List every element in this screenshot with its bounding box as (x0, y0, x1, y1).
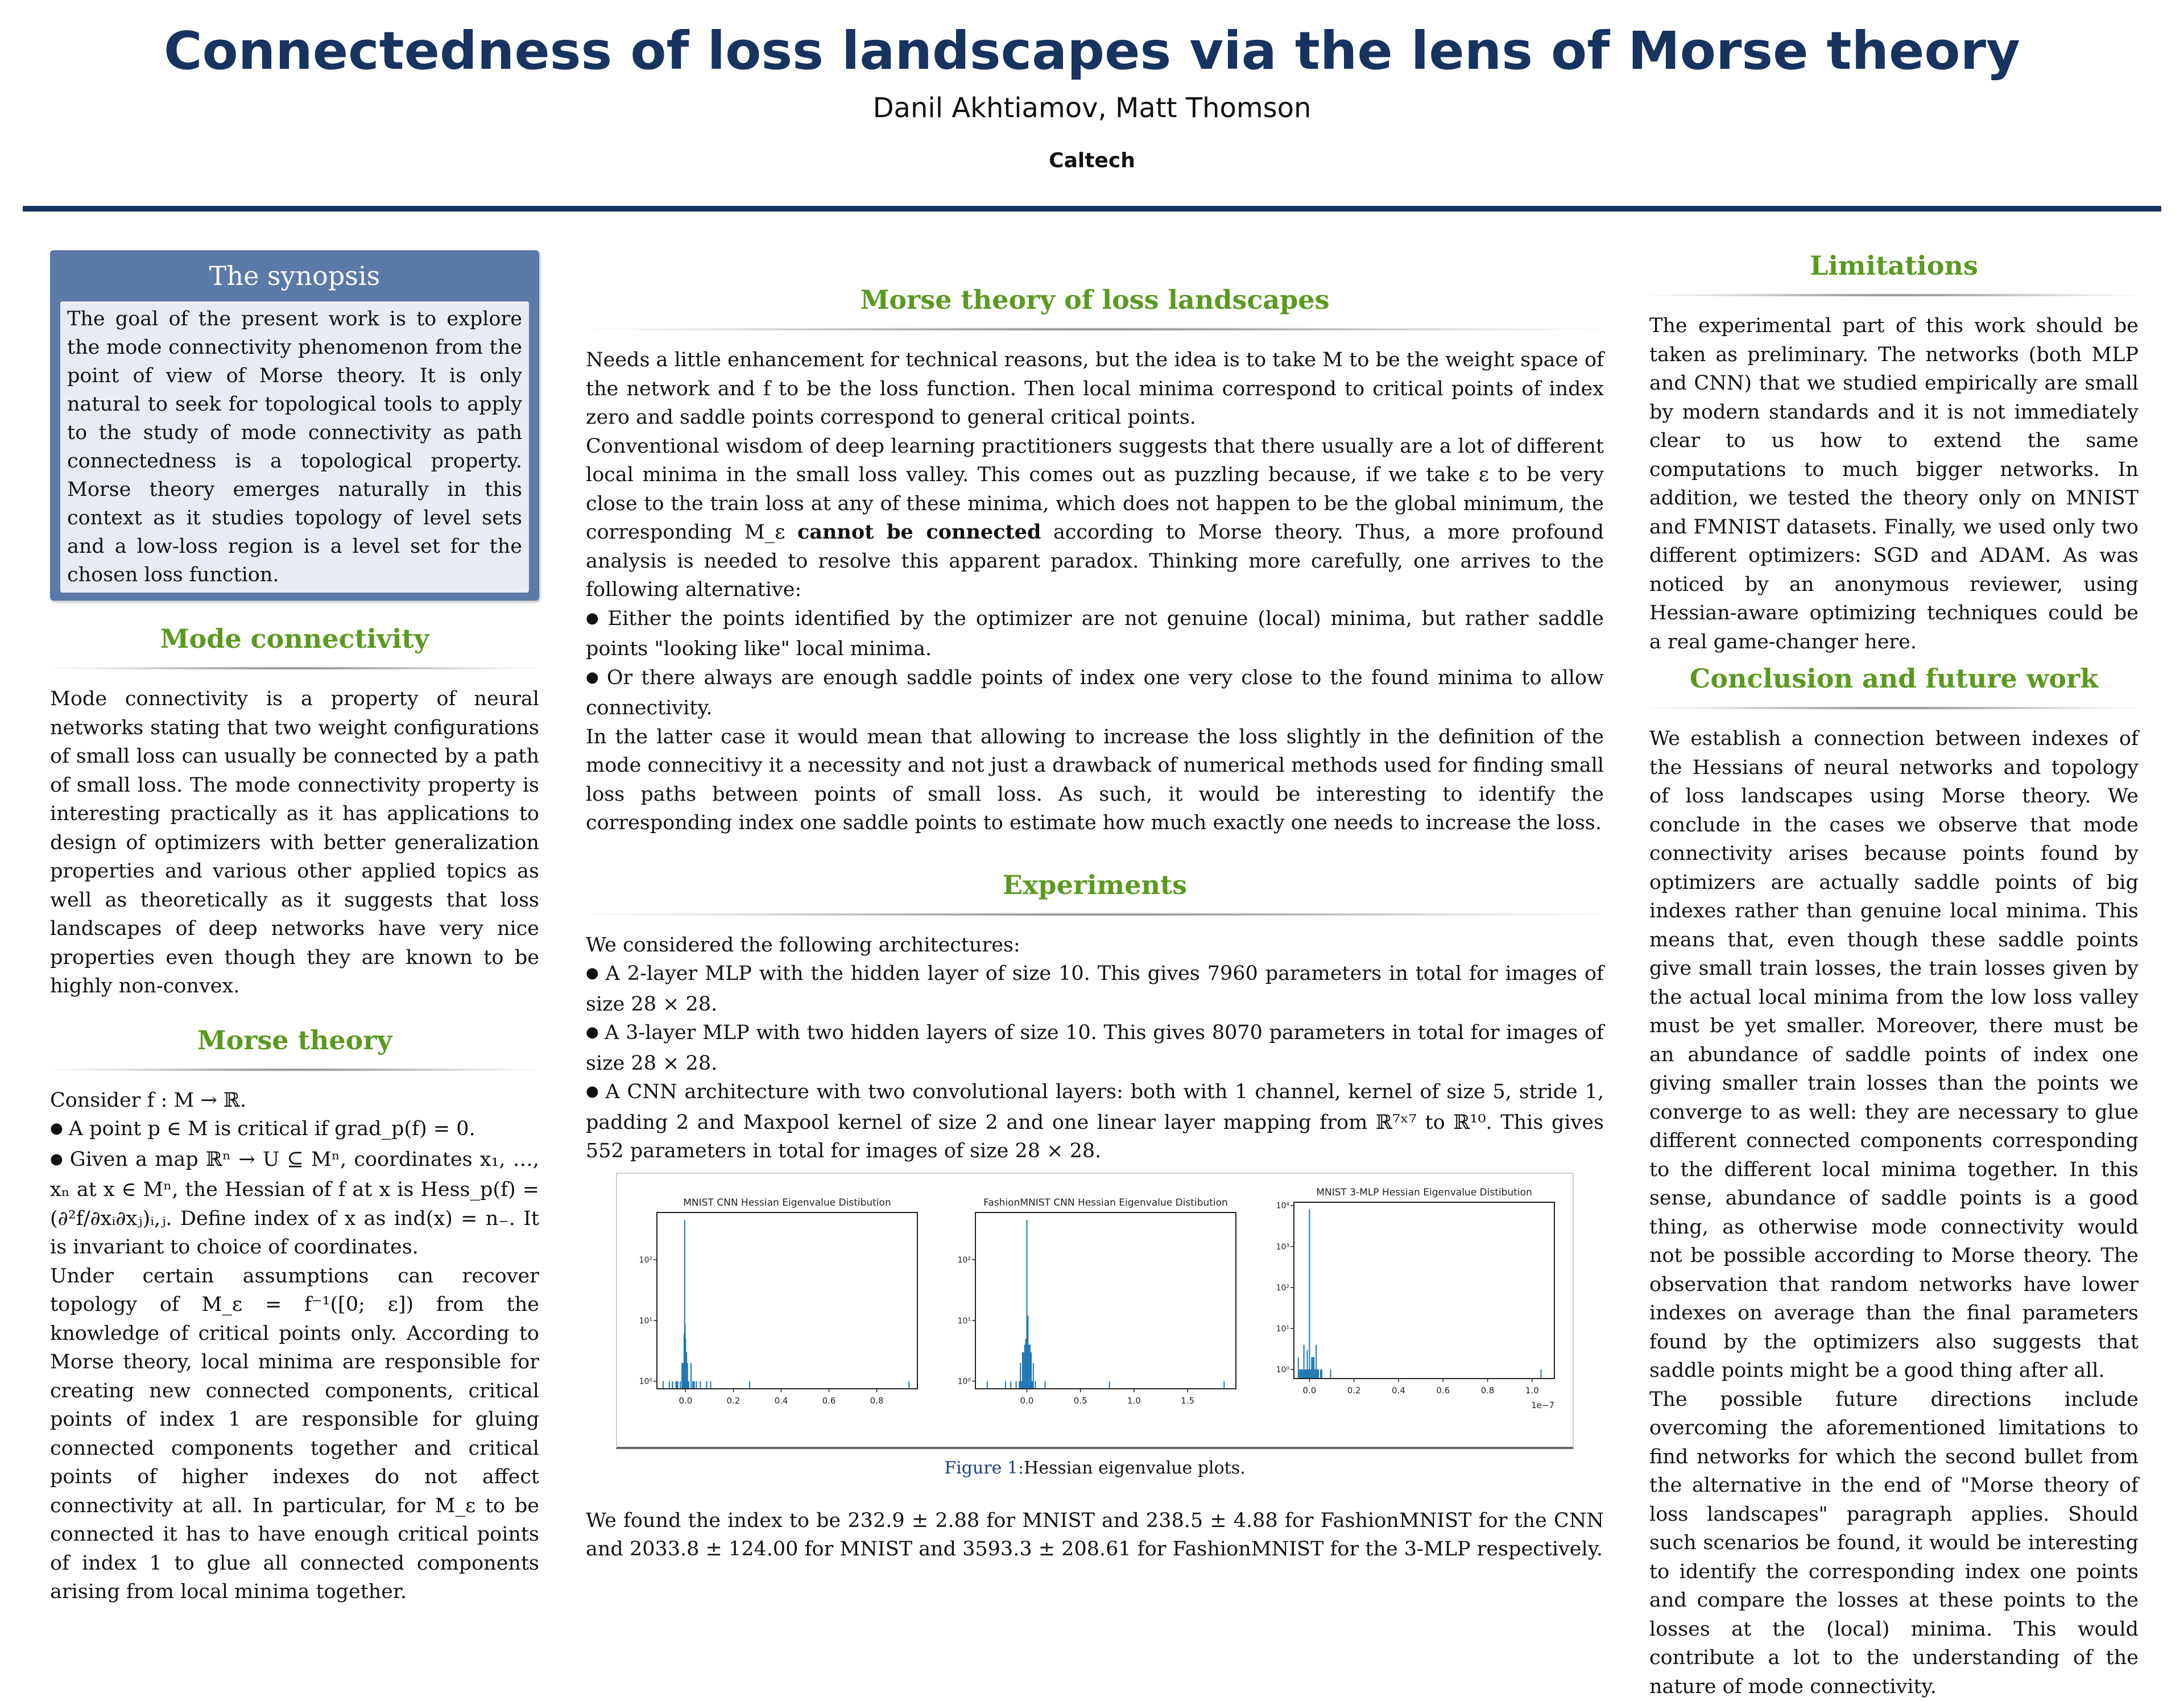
histogram-bar (1021, 1381, 1022, 1388)
histogram-bar (1029, 1344, 1031, 1389)
x-tick-label: 0.4 (1392, 1385, 1405, 1396)
histogram-bar (1309, 1209, 1310, 1378)
section-divider (1649, 293, 2138, 297)
alternative-bullet: ● Either the points identified by the optimizer are not genuine (local) minima, but rather saddle points "looking like" local minima. (586, 605, 1604, 664)
histogram-bar (1032, 1381, 1033, 1388)
histogram-bar (1304, 1344, 1305, 1378)
section-divider (586, 328, 1604, 331)
histogram-bar (1306, 1350, 1308, 1378)
histogram-bar (1005, 1381, 1006, 1388)
histogram-bar (1314, 1369, 1316, 1379)
histogram-bar (1313, 1357, 1314, 1379)
architecture-bullet: ● A 2-layer MLP with the hidden layer of size 10. This gives 7960 parameters in total for images of size 28 × 28. (586, 959, 1604, 1019)
y-tick-label: 10² (1276, 1283, 1289, 1292)
architecture-bullet: ● A 3-layer MLP with two hidden layers of size 10. This gives 8070 parameters in total for images of size 28 × 28. (586, 1019, 1604, 1078)
plot-frame (975, 1212, 1236, 1389)
histogram-bar (908, 1381, 909, 1388)
poster-header (0, 0, 2184, 216)
figure-label: Figure 1: (944, 1458, 1024, 1478)
mode-connectivity-title: Mode connectivity (50, 623, 539, 654)
affiliation: Caltech (0, 149, 2184, 172)
histogram-bar (1541, 1369, 1542, 1379)
histogram-bar (1311, 1357, 1312, 1379)
chart-title: MNIST CNN Hessian Eigenvalue Distibution (683, 1197, 891, 1209)
histogram-bar (1301, 1369, 1302, 1379)
y-tick-label: 10⁴ (1276, 1201, 1290, 1210)
histogram-bar (688, 1381, 689, 1388)
histogram-bar (696, 1381, 697, 1388)
histogram-bar (677, 1381, 679, 1388)
y-tick-label: 10³ (1276, 1242, 1289, 1251)
hessian-figure (616, 1173, 1574, 1449)
section-divider (586, 913, 1604, 916)
experiments-results: We found the index to be 232.9 ± 2.88 for MNIST and 238.5 ± 4.88 for FashionMNIST for the CNN and 2033.8 ± 124.00 for MNIST and 3593.3 ± 208.61 for FashionMNIST for the 3-MLP respectively. (586, 1507, 1604, 1564)
x-tick-label: 0.6 (822, 1396, 836, 1406)
histogram-bar (1020, 1363, 1021, 1388)
morse-loss-p1: Needs a little enhancement for technical reasons, but the idea is to take M to be the weight space of the network and f to be the loss function. Then local minima correspond to critical points of index zero and saddle points correspond to general critical points. (586, 346, 1604, 432)
histogram-bar (700, 1381, 701, 1388)
histogram-bar (1330, 1369, 1331, 1379)
experiments-title: Experiments (586, 870, 1604, 900)
histogram-bar (749, 1381, 750, 1388)
histogram-bar (1010, 1381, 1011, 1388)
histogram-bar (1028, 1344, 1029, 1389)
morse-loss-emphasis: cannot be connected (797, 520, 1041, 544)
x-offset-label: 1e−7 (1531, 1400, 1554, 1410)
x-tick-label: 0.4 (775, 1396, 788, 1406)
y-tick-label: 10¹ (1276, 1324, 1289, 1333)
histogram-bar (1031, 1352, 1032, 1388)
x-tick-label: 0.5 (1074, 1396, 1087, 1406)
histogram-bar (1321, 1369, 1322, 1379)
histogram-bar (1318, 1369, 1319, 1379)
alternative-bullet: ● Or there always are enough saddle points of index one very close to the found minima to allow connectivity. (586, 664, 1604, 723)
y-tick-label: 10² (639, 1256, 652, 1265)
morse-loss-title: Morse theory of loss landscapes (586, 284, 1604, 315)
histogram-bar (1305, 1369, 1306, 1379)
left-column (50, 250, 539, 1607)
conclusion-title: Conclusion and future work (1649, 663, 2138, 694)
mnist-mlp-histogram (1265, 1174, 1561, 1424)
histogram-bar (987, 1381, 988, 1388)
x-tick-label: 0.8 (870, 1396, 884, 1406)
histogram-bar (1320, 1369, 1321, 1379)
x-tick-label: 1.0 (1525, 1385, 1539, 1396)
figure-caption (586, 1458, 1604, 1478)
histogram-bar (1306, 1369, 1307, 1379)
histogram-bar (680, 1381, 681, 1388)
x-tick-label: 0.0 (1302, 1385, 1316, 1396)
histogram-bar (669, 1381, 670, 1388)
fmnist-cnn-histogram (947, 1184, 1243, 1434)
synopsis-box (50, 250, 539, 601)
histogram-bar (672, 1381, 673, 1388)
histogram-bar (1300, 1369, 1301, 1379)
chart-svg (628, 1184, 924, 1434)
histogram-bar (1299, 1369, 1300, 1379)
chart-title: FashionMNIST CNN Hessian Eigenvalue Distibution (983, 1197, 1228, 1209)
morse-theory-title: Morse theory (50, 1025, 539, 1056)
x-tick-label: 0.2 (727, 1396, 741, 1406)
morse-theory-body: Under certain assumptions can recover topology of M_ε = f⁻¹([0; ε]) from the knowledge of critical points only. According to Morse theory, local minima are responsible for creating new connected components, critical points of index 1 are responsible for gluing connected components together and critical points of higher indexes do not affect connectivity at all. In particular, for M_ε to be connected it has to have enough critical points of index 1 to glue all connected components arising from local minima together. (50, 1262, 539, 1607)
histogram-bar (1302, 1369, 1304, 1379)
x-tick-label: 1.0 (1127, 1396, 1141, 1406)
morse-theory-intro: Consider f : M → ℝ. (50, 1086, 539, 1115)
limitations-title: Limitations (1649, 250, 2138, 281)
y-tick-label: 10⁰ (1276, 1365, 1290, 1375)
synopsis-title: The synopsis (60, 260, 529, 291)
y-tick-label: 10⁰ (639, 1377, 653, 1386)
histogram-bar (1033, 1363, 1034, 1388)
histogram-bar (1027, 1315, 1028, 1389)
histogram-bar (1016, 1381, 1017, 1388)
histogram-bar (1023, 1352, 1024, 1388)
poster-title: Connectedness of loss landscapes via the lens of Morse theory (0, 20, 2184, 81)
histogram-bar (1022, 1352, 1023, 1388)
conclusion-p1: We establish a connection between indexes of the Hessians of neural networks and topology of loss landscapes using Morse theory. We conclude in the cases we observe that mode connectivity arises because points found by optimizers are actually saddle points of big indexes rather than genuine local minima. This means that, even though these saddle points give small train losses, the train losses given by the actual local minima from the low loss valley must be yet smaller. Moreover, there must be an abundance of saddle points of index one giving smaller train losses than the points we converge to as well: they are necessary to glue different connected components corresponding to the different local minima together. In this sense, abundance of saddle points is a good thing, as otherwise mode connectivity would not be possible according to Morse theory. The observation that random networks have lower indexes on average than the final parameters found by the optimizers also suggests that saddle points might be a good thing after all. (1649, 725, 2138, 1385)
y-tick-label: 10² (958, 1256, 971, 1265)
histogram-bar (1024, 1344, 1025, 1389)
plot-frame (657, 1212, 917, 1389)
plot-frame (1294, 1202, 1554, 1379)
histogram-bar (694, 1381, 695, 1388)
center-column (586, 284, 1604, 1564)
y-tick-label: 10⁰ (958, 1377, 971, 1386)
chart-svg (947, 1184, 1243, 1434)
architecture-bullet: ● A CNN architecture with two convolutional layers: both with 1 channel, kernel of size 5, stride 1, padding 2 and Maxpool kernel of size 2 and one linear layer mapping from ℝ⁷ˣ⁷ to ℝ¹⁰. This gives 552 parameters in total for images of size 28 × 28. (586, 1078, 1604, 1166)
synopsis-body: The goal of the present work is to explore the mode connectivity phenomenon from the point of view of Morse theory. It is only natural to seek for topological tools to apply to the study of mode connectivity as path connectedness is a topological property. Morse theory emerges naturally in this context as it studies topology of level sets and a low-loss region is a level set for the chosen loss function. (60, 301, 529, 593)
figure-caption-text: Hessian eigenvalue plots. (1024, 1458, 1246, 1478)
mnist-cnn-histogram (628, 1184, 924, 1434)
histogram-bar (1223, 1381, 1225, 1388)
histogram-bar (706, 1381, 707, 1388)
conclusion-p2: The possible future directions include overcoming the aforementioned limitations to find networks for which the second bullet from the alternative in the end of "Morse theory of loss landscapes" paragraph applies. Should such scenarios be found, it would be interesting to identify the corresponding index one points and compare the losses at these points to the losses at the (local) minima. This would contribute a lot to the understanding of the nature of mode connectivity. (1649, 1385, 2138, 1701)
histogram-bar (1310, 1369, 1311, 1379)
morse-loss-p2-text: according to Morse theory. Thus, a more profound analysis is needed to resolve this apparent paradox. Thinking more carefully, one arrives to the following alternative: (586, 521, 1604, 601)
section-divider (50, 667, 539, 670)
authors: Danil Akhtiamov, Matt Thomson (0, 92, 2184, 124)
section-divider (50, 1068, 539, 1071)
x-tick-label: 1.5 (1181, 1396, 1194, 1406)
histogram-bar (1026, 1220, 1027, 1389)
histogram-bar (1025, 1339, 1027, 1389)
section-divider (1649, 706, 2138, 710)
x-tick-label: 0.8 (1481, 1385, 1495, 1396)
mode-connectivity-body: Mode connectivity is a property of neural networks stating that two weight configurations of small loss can usually be connected by a path of small loss. The mode connectivity property is interesting practically as it has applications to design of optimizers with better generalization properties and various other applied topics as well as theoretically as it suggests that loss landscapes of deep networks have very nice properties even though they are known to be highly non-convex. (50, 685, 539, 1001)
x-tick-label: 0.6 (1436, 1385, 1450, 1396)
histogram-bar (1308, 1369, 1309, 1379)
morse-theory-bullet: ● Given a map ℝⁿ → U ⊆ Mⁿ, coordinates x₁, …, xₙ at x ∈ Mⁿ, the Hessian of f at x is Hess_p(f) = (∂²f/∂xᵢ∂xⱼ)ᵢ,ⱼ. Define index of x as ind(x) = n₋. It is invariant to choice of coordinates. (50, 1145, 539, 1262)
histogram-bar (690, 1363, 692, 1388)
header-divider (23, 206, 2161, 212)
histogram-bar (1035, 1381, 1036, 1388)
histogram-bar (1019, 1381, 1020, 1388)
morse-loss-p2 (586, 432, 1604, 605)
chart-svg (1265, 1174, 1561, 1424)
experiments-intro: We considered the following architectures: (586, 931, 1604, 960)
morse-loss-p3: In the latter case it would mean that allowing to increase the loss slightly in the definition of the mode connecitivy it a necessity and not just a drawback of numerical methods used for finding small loss paths between points of small loss. As such, it would be interesting to identify the corresponding index one saddle points to estimate how much exactly one needs to increase the loss. (586, 723, 1604, 838)
histogram-bar (1298, 1357, 1299, 1379)
x-tick-label: 0.0 (679, 1396, 692, 1406)
histogram-bar (1109, 1381, 1110, 1388)
limitations-body: The experimental part of this work should be taken as preliminary. The networks (both MLP and CNN) that we studied empirically are small by modern standards and it is not immediately clear to us how to extend the same computations to much bigger networks. In addition, we tested the theory only on MNIST and FMNIST datasets. Finally, we used only two different optimizers: SGD and ADAM. As was noticed by an anonymous reviewer, using Hessian-aware optimizing techniques could be a real game-changer here. (1649, 312, 2138, 656)
histogram-bar (1316, 1344, 1317, 1378)
y-tick-label: 10¹ (958, 1316, 971, 1325)
x-tick-label: 0.0 (1020, 1396, 1034, 1406)
histogram-bar (710, 1381, 712, 1388)
chart-title: MNIST 3-MLP Hessian Eigenvalue Distibution (1316, 1187, 1532, 1198)
y-tick-label: 10¹ (639, 1316, 652, 1325)
right-column (1649, 250, 2138, 1701)
x-tick-label: 0.2 (1347, 1385, 1361, 1396)
histogram-bar (663, 1381, 664, 1388)
morse-loss-p2-text: Conventional wisdom of deep learning practitioners suggests that there usually are a lot of different local minima in the small loss valley. This comes out as puzzling because, if we take ε to be very close to the train loss at any of these minima, which does not happen to be the global minimum, the corresponding M_ε (586, 435, 1604, 544)
histogram-bar (1312, 1357, 1313, 1379)
morse-theory-bullet: ● A point p ∈ M is critical if grad_p(f) = 0. (50, 1115, 539, 1145)
histogram-bar (1045, 1381, 1046, 1388)
histogram-bar (1317, 1369, 1318, 1379)
